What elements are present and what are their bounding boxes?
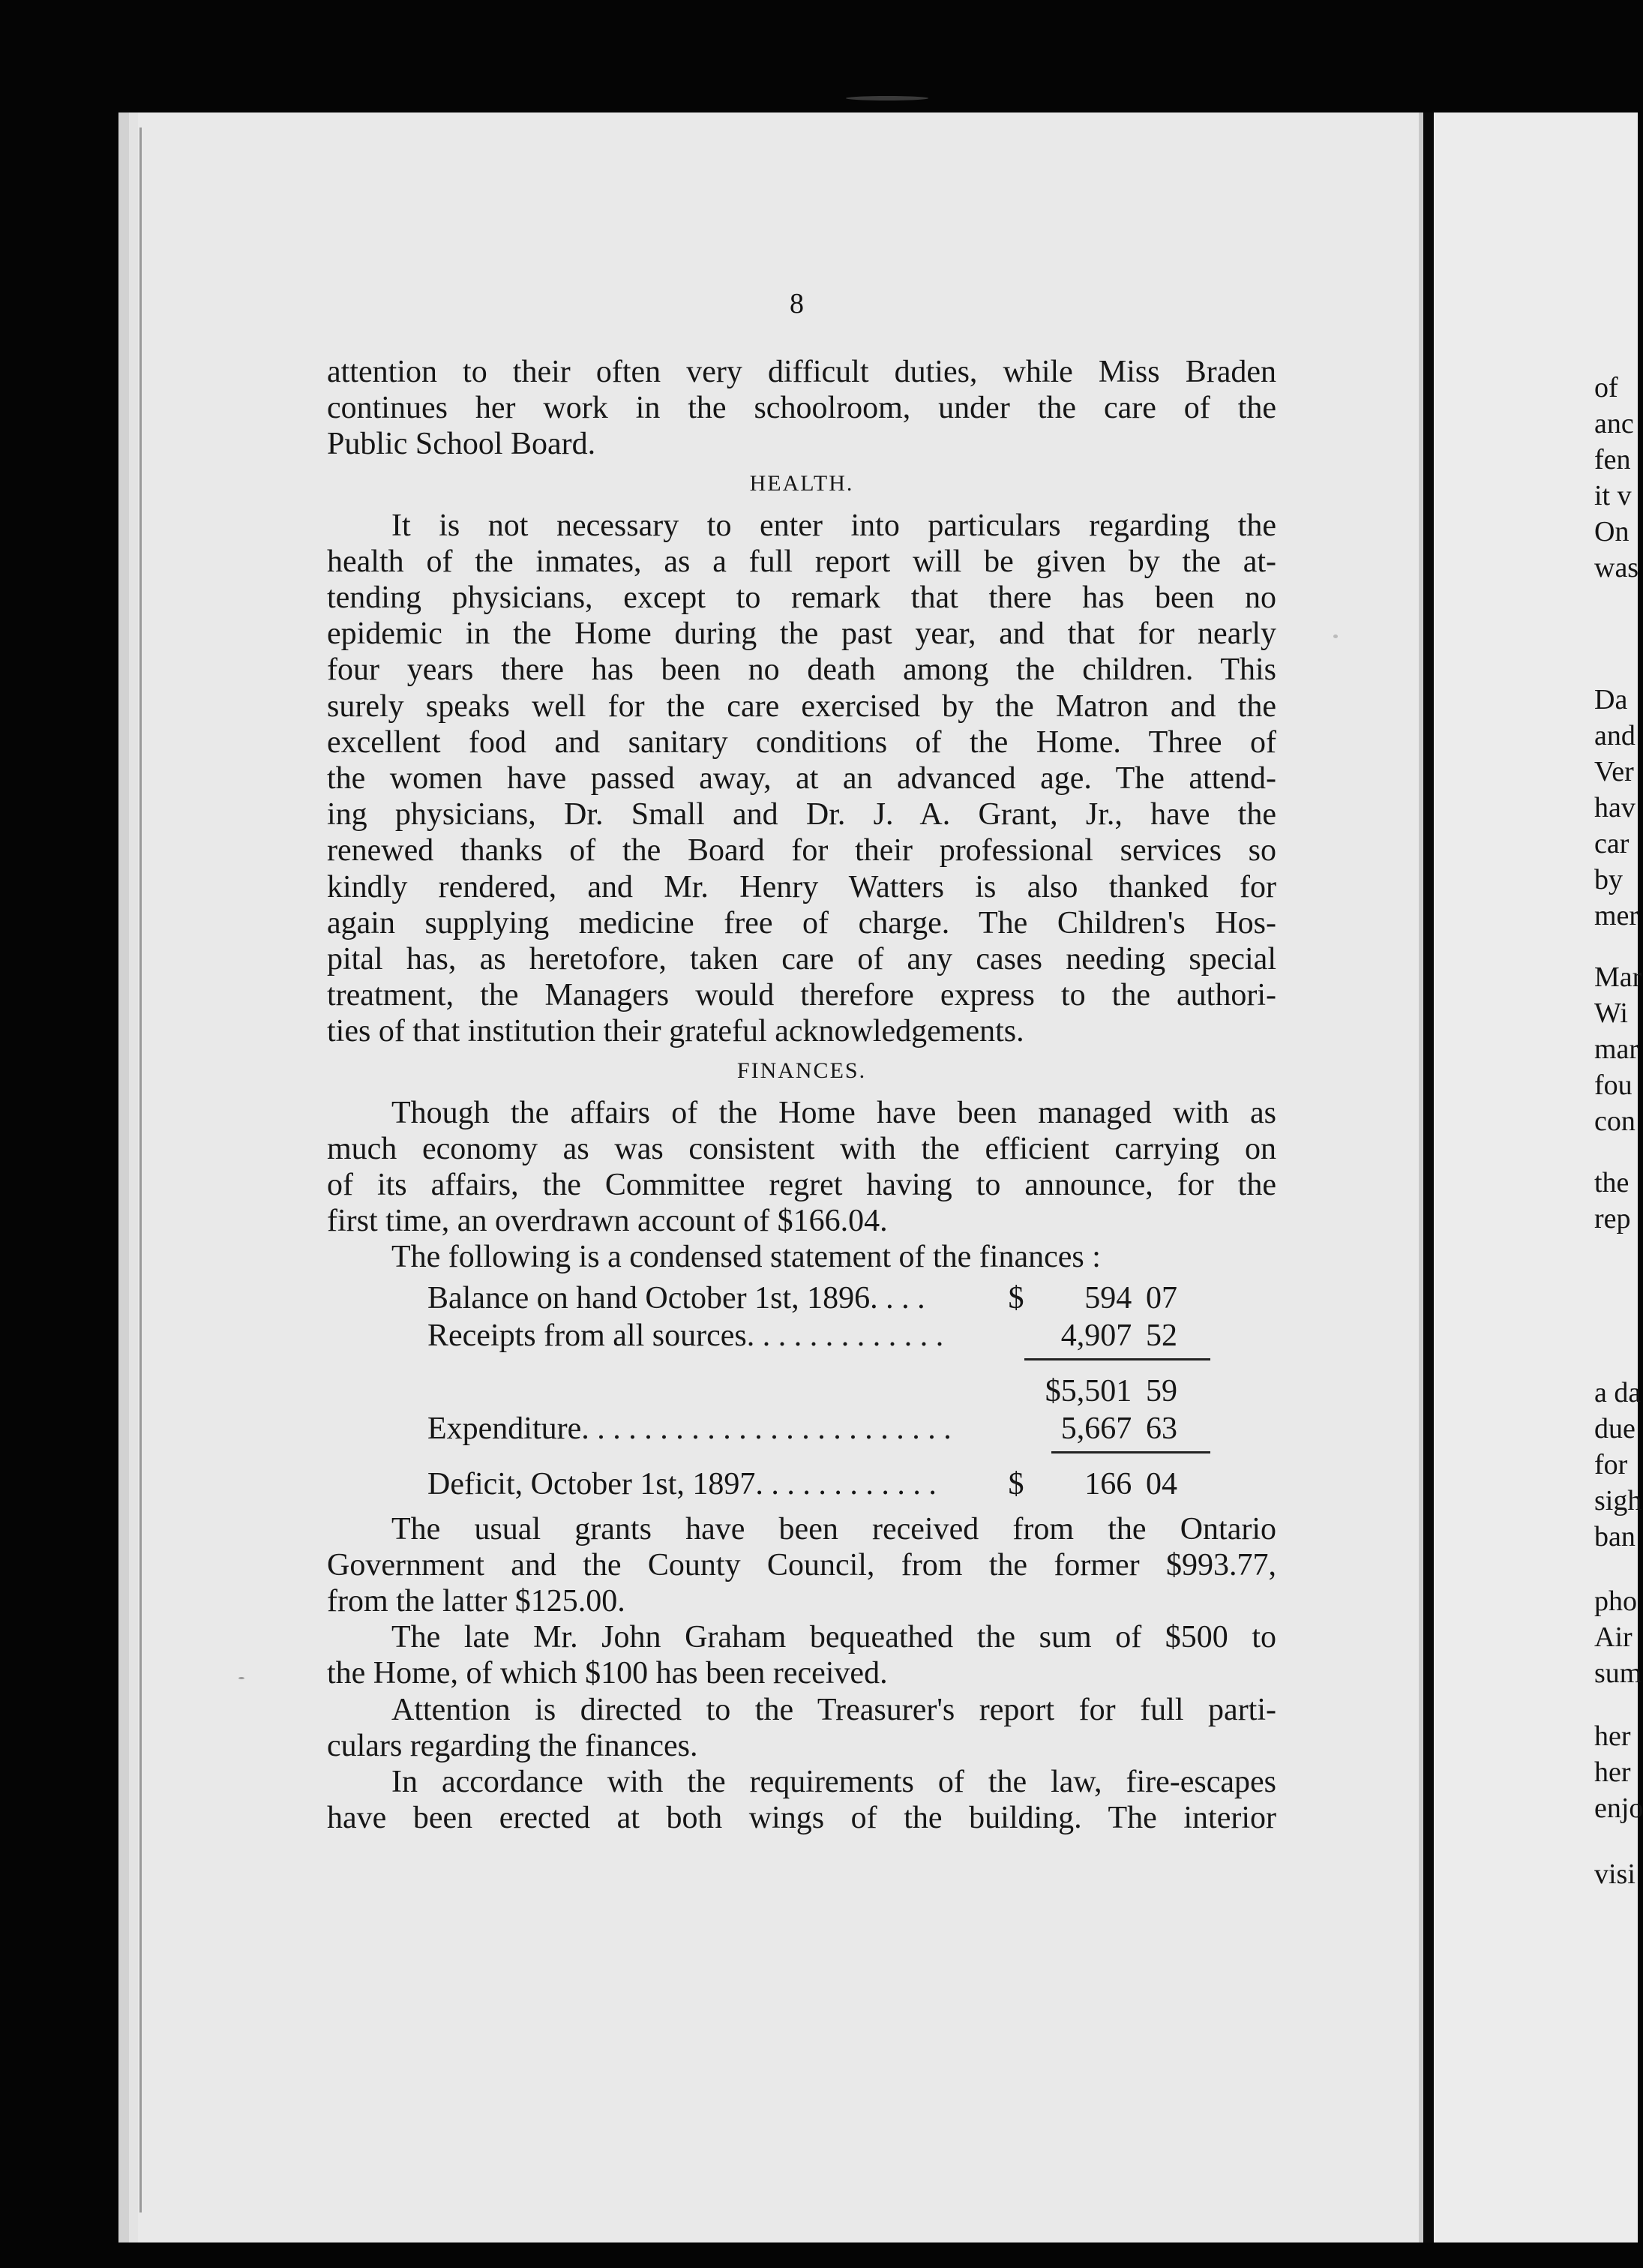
text-line: Public School Board. [327,427,596,462]
right-page-fragment: her [1594,1756,1631,1788]
text-line: surely speaks well for the care exercised by the Matron and the [327,688,1276,724]
row-cents: 52 [1146,1318,1177,1353]
finance-row-expenditure [427,1411,1177,1448]
right-page-fragment: for [1594,1449,1628,1480]
text-line: ing physicians, Dr. Small and Dr. J. A. Grant, Jr., have the [327,797,1276,832]
paper-speck [238,1677,244,1679]
right-page-fragment: was [1594,552,1639,584]
row-amount: 4,907 [1060,1318,1132,1353]
grants-paragraph [327,1511,1276,1620]
text-line: attention to their often very difficult duties, while Miss Braden [327,355,1276,389]
text-line: have been erected at both wings of the building. The interior [327,1801,1276,1836]
text-line: In accordance with the requirements of the law, fire-escapes [391,1765,1276,1800]
text-line: The following is a condensed statement of the finances : [391,1240,1101,1275]
right-page-fragment: hav [1594,792,1636,824]
text-line: renewed thanks of the Board for their professional services so [327,833,1276,868]
treasurer-paragraph [327,1692,1276,1764]
text-line: excellent food and sanitary conditions of the Home. Three of [327,724,1276,760]
rule-line [1051,1451,1210,1454]
row-label: Expenditure. . . . . . . . . . . . . . . . . . . . . . . . [427,1411,952,1446]
row-label: Balance on hand October 1st, 1896. . . . [427,1280,925,1316]
text-line: from the latter $125.00. [327,1584,625,1619]
right-page-fragment: On [1594,516,1630,548]
right-page-fragment: car [1594,828,1630,860]
dollar-sign: $ [1008,1466,1024,1502]
row-label: Deficit, October 1st, 1897. . . . . . . . . . . . [427,1466,937,1502]
row-cents: 07 [1146,1280,1177,1316]
right-page-fragment: due [1594,1413,1636,1444]
finances-heading: FINANCES. [736,1058,867,1083]
text-line: culars regarding the finances. [327,1728,698,1763]
right-page-fragment: con [1594,1106,1636,1137]
finance-row-receipts [427,1318,1177,1355]
row-amount: 594 [1084,1280,1132,1316]
right-page-fragment: sum [1594,1658,1642,1689]
fire-escape-paragraph [327,1764,1276,1836]
spacer [427,1459,1177,1466]
row-cents: 04 [1146,1466,1177,1502]
text-line: It is not necessary to enter into particulars regarding the [391,508,1276,543]
spacer [427,1366,1177,1373]
text-line: The usual grants have been received from the Ontario [391,1511,1276,1546]
right-page-fragment: Wi [1594,998,1628,1029]
sum-rule [427,1355,1177,1366]
page-edge-line [139,128,142,2212]
right-page-fragment: sigh [1594,1485,1642,1516]
scan-mark [846,96,928,100]
dollar-sign: $ [1008,1280,1024,1316]
row-amount: $5,501 [1045,1373,1132,1408]
right-page-fragment: Mar [1594,962,1642,993]
text-line: treatment, the Managers would therefore express to the authori- [327,978,1276,1013]
sum-rule [427,1448,1177,1459]
right-page-fragment: enjo [1594,1792,1643,1824]
bequest-paragraph [327,1619,1276,1691]
right-page-fragment: the [1594,1167,1630,1198]
finances-paragraph [327,1095,1276,1276]
text-line: The late Mr. John Graham bequeathed the sum of $500 to [391,1620,1276,1655]
right-page-fragment: Air [1594,1622,1633,1653]
text-line: kindly rendered, and Mr. Henry Watters is also thanked for [327,869,1276,904]
right-page-fragment: by [1594,864,1623,896]
health-paragraph [327,508,1276,1050]
row-cents: 59 [1146,1373,1177,1408]
right-page-fragment: visi [1594,1858,1636,1890]
right-page-fragment: of [1594,372,1618,404]
right-page-fragment: Ver [1594,756,1634,788]
rule-line [1024,1358,1210,1360]
right-page-fragment: rep [1594,1203,1631,1234]
text-line: the Home, of which $100 has been received. [327,1656,888,1691]
text-line: ties of that institution their grateful acknowledgements. [327,1014,1024,1049]
page-body-text [327,354,1276,1837]
right-page-fragment: mer [1594,900,1639,932]
text-line: health of the inmates, as a full report will be given by the at- [327,544,1276,579]
health-heading: HEALTH. [749,470,854,496]
text-line: four years there has been no death among the children. This [327,652,1276,688]
page-number: 8 [790,288,804,320]
right-page-fragment: and [1594,720,1636,752]
text-line: pital has, as heretofore, taken care of any cases needing special [327,942,1276,977]
row-amount: 5,667 [1060,1411,1132,1446]
row-label: Receipts from all sources. . . . . . . . . . . . . [427,1318,944,1353]
right-page [1434,112,1643,2242]
right-page-fragment: it v [1594,480,1632,512]
finance-row-deficit [427,1466,1177,1504]
right-page-fragment: fen [1594,444,1631,476]
text-line: much economy as was consistent with the efficient carrying on [327,1131,1276,1166]
right-page-fragment: pho [1594,1586,1637,1617]
text-line: Though the affairs of the Home have been managed with as [391,1095,1276,1130]
text-line: Attention is directed to the Treasurer's report for full parti- [391,1692,1276,1727]
book-gutter [1423,112,1434,2242]
right-page-fragment: ban [1594,1521,1636,1552]
finance-statement [427,1280,1177,1504]
text-line: Government and the County Council, from the former $993.77, [327,1547,1276,1582]
finance-row-subtotal [427,1373,1177,1411]
text-line: epidemic in the Home during the past year, and that for nearly [327,616,1276,652]
row-amount: 166 [1084,1466,1132,1502]
text-line: continues her work in the schoolroom, under the care of the [327,391,1276,426]
finance-row-balance [427,1280,1177,1318]
text-line: the women have passed away, at an advanced age. The attend- [327,761,1276,796]
right-page-fragment: anc [1594,408,1634,440]
right-page-fragment: her [1594,1720,1631,1752]
right-page-fragment: fou [1594,1070,1633,1101]
row-cents: 63 [1146,1411,1177,1446]
text-line: again supplying medicine free of charge. The Children's Hos- [327,905,1276,940]
paper-speck [1333,634,1338,638]
right-page-fragment: Da [1594,684,1628,716]
right-page-fragment: mar [1594,1034,1639,1065]
text-line: first time, an overdrawn account of $166.04. [327,1204,888,1239]
text-line: tending physicians, except to remark that there has been no [327,580,1276,616]
text-line: of its affairs, the Committee regret having to announce, for the [327,1168,1276,1203]
right-page-fragment: a da [1594,1377,1642,1408]
intro-paragraph [327,354,1276,463]
